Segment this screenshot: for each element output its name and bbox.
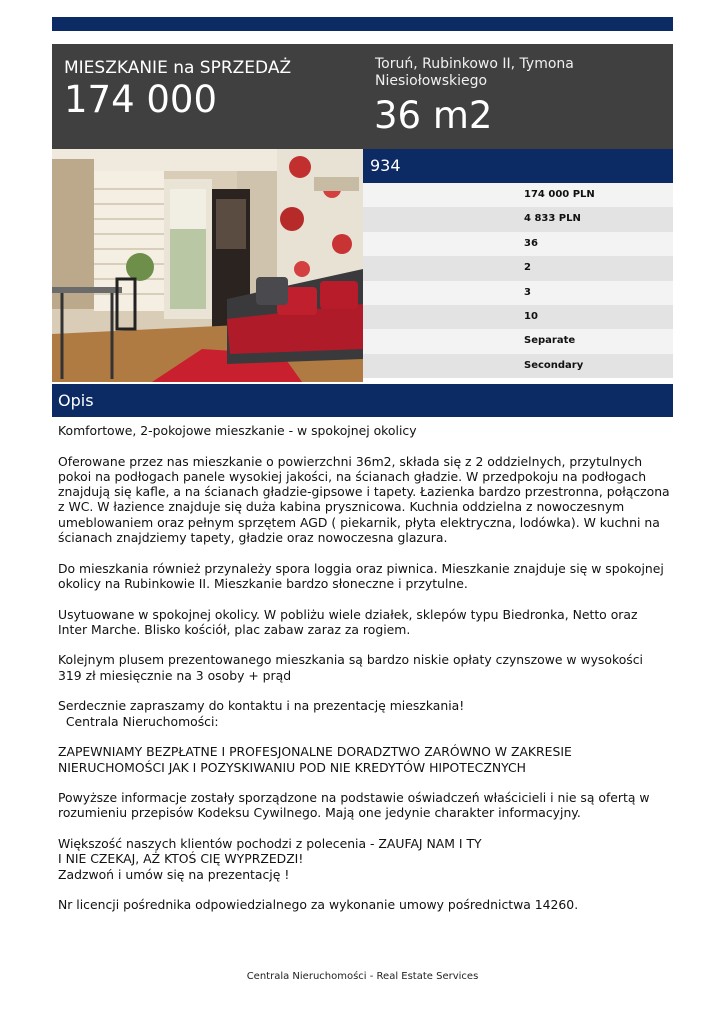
detail-row: 36 [363,232,673,256]
description-paragraph: Serdecznie zapraszamy do kontaktu i na prezentację mieszkania! Centrala Nieruchomości: [58,698,465,729]
description-paragraph: Większość naszych klientów pochodzi z polecenia - ZAUFAJ NAM I TY I NIE CZEKAJ, AŻ KTOŚ CIĘ WYPRZEDZI! Zadzwoń i umów się na prezentację ! [58,836,482,882]
description-body [58,423,674,913]
listing-id: 934 [363,149,673,183]
description-paragraph: ZAPEWNIAMY BEZPŁATNE I PROFESJONALNE DORADZTWO ZARÓWNO W ZAKRESIE NIERUCHOMOŚCI JAK I POZYSKIWANIU POD NIE KREDYTÓW HIPOTECZNYCH [58,744,576,775]
detail-row: 10 [363,305,673,329]
description-paragraph: Usytuowane w spokojnej okolicy. W pobliżu wiele działek, sklepów typu Biedronka, Netto oraz Inter Marche. Blisko kościół, plac zabaw zaraz za rogiem. [58,606,642,637]
detail-row: Separate [363,329,673,353]
listing-area: 36 m2 [374,94,493,137]
listing-header [52,44,673,149]
top-accent-bar [52,17,673,31]
listing-price: 174 000 [64,78,218,121]
detail-row: 3 [363,281,673,305]
details-table [363,183,673,378]
detail-row: 2 [363,256,673,280]
detail-row: 174 000 PLN [363,183,673,207]
description-paragraph: Oferowane przez nas mieszkanie o powierzchni 36m2, składa się z 2 oddzielnych, przytulnych pokoi na podłogach panele wysokiej jakości, na ścianach gładzie. W przedpokoju na podłogach znajdują się kafle, a na ścianach gładzie-gipsowe i tapety. Łazienka bardzo przestronna, połączona z WC. W łazience znajduje się duża kabina prysznicowa. Kuchnia oddzielna z nowoczesnym umeblowaniem oraz pełnym sprzętem AGD ( piekarnik, płyta elektryczna, lodówka). W kuchni na ścianach znajdziemy tapety, gładzie oraz nowoczesna glazura. [58,453,674,546]
details-panel [363,149,673,382]
description-paragraph: Nr licencji pośrednika odpowiedzialnego za wykonanie umowy pośrednictwa 14260. [58,897,579,913]
listing-type: MIESZKANIE na SPRZEDAŻ [64,58,292,78]
description-paragraph: Komfortowe, 2-pokojowe mieszkanie - w spokojnej okolicy [58,423,417,438]
property-photo [52,149,363,382]
description-paragraph: Kolejnym plusem prezentowanego mieszkania są bardzo niskie opłaty czynszowe w wysokości 319 zł miesięcznie na 3 osoby + prąd [58,652,647,683]
page-footer: Centrala Nieruchomości - Real Estate Services [246,971,479,982]
detail-row: 4 833 PLN [363,207,673,231]
description-paragraph: Do mieszkania również przynależy spora loggia oraz piwnica. Mieszkanie znajduje się w spokojnej okolicy na Rubinkowie II. Mieszkanie bardzo słoneczne i przytulne. [58,560,668,591]
detail-row: Secondary [363,354,673,378]
listing-location: Toruń, Rubinkowo II, Tymona Niesiołowskiego [375,56,574,89]
description-heading: Opis [52,384,673,417]
description-paragraph: Powyższe informacje zostały sporządzone na podstawie oświadczeń właścicieli i nie są ofertą w rozumieniu przepisów Kodeksu Cywilnego. Mają one jedynie charakter informacyjny. [58,790,654,821]
